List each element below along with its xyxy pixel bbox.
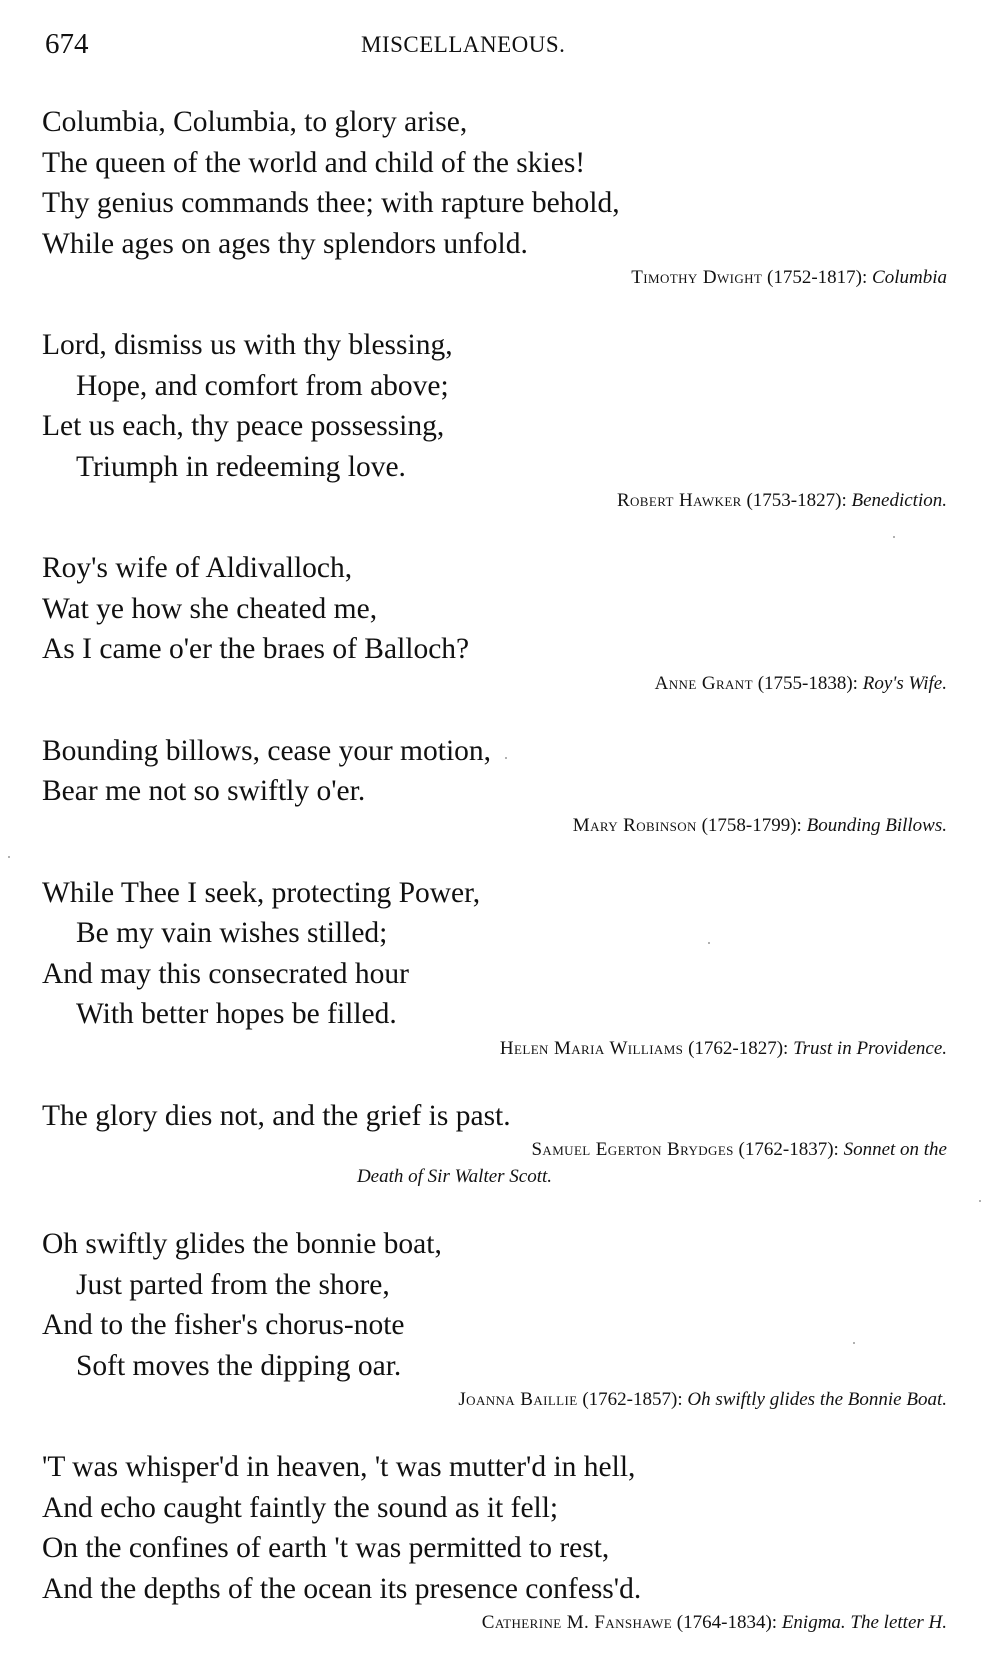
verse xyxy=(42,1096,947,1137)
attribution xyxy=(42,1386,947,1413)
verse-line: And to the fisher's chorus-note xyxy=(42,1309,405,1341)
author-name: Samuel Egerton Brydges xyxy=(531,1139,734,1160)
work-title: Roy's Wife. xyxy=(862,672,947,694)
running-head xyxy=(45,28,945,68)
verse xyxy=(42,548,947,670)
work-title: Columbia xyxy=(872,267,947,288)
attribution xyxy=(42,1136,947,1190)
verse xyxy=(42,873,947,1035)
verse xyxy=(42,1447,947,1609)
verse-line: And may this consecrated hour xyxy=(42,957,410,990)
quotation-entry xyxy=(42,1447,947,1636)
work-title: Oh swiftly glides the Bonnie Boat. xyxy=(687,1389,947,1410)
work-title: Trust in Providence. xyxy=(793,1037,947,1059)
attribution xyxy=(42,670,947,697)
verse-line: Just parted from the shore, xyxy=(76,1268,390,1301)
author-name: Helen Maria Williams xyxy=(499,1037,684,1059)
author-dates: (1762-1837): xyxy=(738,1139,839,1160)
quotation-entry xyxy=(42,1096,947,1191)
verse-line: Be my vain wishes stilled; xyxy=(76,917,388,949)
attribution xyxy=(42,487,947,514)
verse-line: Soft moves the dipping oar. xyxy=(76,1349,402,1382)
verse-line: Wat ye how she cheated me, xyxy=(42,592,378,625)
attribution xyxy=(42,264,947,291)
quotation-entry xyxy=(42,731,947,839)
verse-line: And echo caught faintly the sound as it fell; xyxy=(42,1491,559,1524)
verse xyxy=(42,102,947,264)
quotation-entry xyxy=(42,102,947,291)
verse-line: On the confines of earth 't was permitted to rest, xyxy=(42,1532,610,1564)
quotation-list xyxy=(42,102,947,1670)
verse-line: Lord, dismiss us with thy blessing, xyxy=(42,329,453,361)
verse-line: While ages on ages thy splendors unfold. xyxy=(42,227,528,260)
quotation-entry xyxy=(42,873,947,1062)
verse-line: 'T was whisper'd in heaven, 't was mutter'd in hell, xyxy=(42,1451,636,1483)
verse-line: The glory dies not, and the grief is past. xyxy=(42,1099,511,1132)
author-dates: (1762-1857): xyxy=(582,1389,683,1410)
quotation-entry xyxy=(42,325,947,514)
author-name: Robert Hawker xyxy=(616,490,742,511)
work-title: Bounding Billows. xyxy=(806,814,947,836)
author-dates: (1753-1827): xyxy=(746,490,847,511)
author-name: Catherine M. Fanshawe xyxy=(481,1612,673,1633)
work-title: Benediction. xyxy=(851,490,947,511)
scan-speck xyxy=(505,757,507,759)
verse-line: Bear me not so swiftly o'er. xyxy=(42,775,366,807)
author-name: Mary Robinson xyxy=(572,814,697,836)
work-title: Sonnet on the xyxy=(843,1139,947,1160)
scan-speck xyxy=(893,536,895,538)
attribution xyxy=(42,1609,947,1636)
verse-line: Columbia, Columbia, to glory arise, xyxy=(42,106,468,138)
verse-line: Oh swiftly glides the bonnie boat, xyxy=(42,1228,442,1260)
verse-line: With better hopes be filled. xyxy=(76,998,397,1030)
verse-line: As I came o'er the braes of Balloch? xyxy=(42,633,470,665)
work-title: Enigma. The letter H. xyxy=(781,1612,947,1633)
verse xyxy=(42,1224,947,1386)
author-name: Joanna Baillie xyxy=(458,1389,578,1410)
quotation-entry xyxy=(42,548,947,697)
verse xyxy=(42,731,947,812)
attribution xyxy=(42,1035,947,1062)
verse-line: The queen of the world and child of the skies! xyxy=(42,146,586,179)
work-title-continued: Death of Sir Walter Scott. xyxy=(356,1166,553,1187)
author-name: Anne Grant xyxy=(654,672,753,694)
scan-speck xyxy=(8,856,10,858)
author-name: Timothy Dwight xyxy=(631,267,763,288)
author-dates: (1758-1799): xyxy=(701,814,802,836)
attribution xyxy=(42,812,947,839)
verse-line: Bounding billows, cease your motion, xyxy=(42,734,492,767)
author-dates: (1762-1827): xyxy=(688,1037,789,1059)
author-dates: (1764-1834): xyxy=(676,1612,778,1633)
verse-line: Let us each, thy peace possessing, xyxy=(42,410,445,442)
verse xyxy=(42,325,947,487)
verse-line: And the depths of the ocean its presence confess'd. xyxy=(42,1572,642,1605)
verse-line: Hope, and comfort from above; xyxy=(76,369,449,402)
scan-speck xyxy=(853,1342,855,1344)
quotation-entry xyxy=(42,1224,947,1413)
section-title: MISCELLANEOUS. xyxy=(361,32,566,57)
author-dates: (1752-1817): xyxy=(767,267,868,288)
verse-line: Roy's wife of Aldivalloch, xyxy=(42,552,353,584)
author-dates: (1755-1838): xyxy=(757,672,858,694)
scan-speck xyxy=(708,942,710,944)
verse-line: Triumph in redeeming love. xyxy=(76,450,406,483)
verse-line: Thy genius commands thee; with rapture behold, xyxy=(42,187,620,219)
verse-line: While Thee I seek, protecting Power, xyxy=(42,876,481,909)
scan-speck xyxy=(979,1200,981,1202)
page-number: 674 xyxy=(45,28,89,60)
